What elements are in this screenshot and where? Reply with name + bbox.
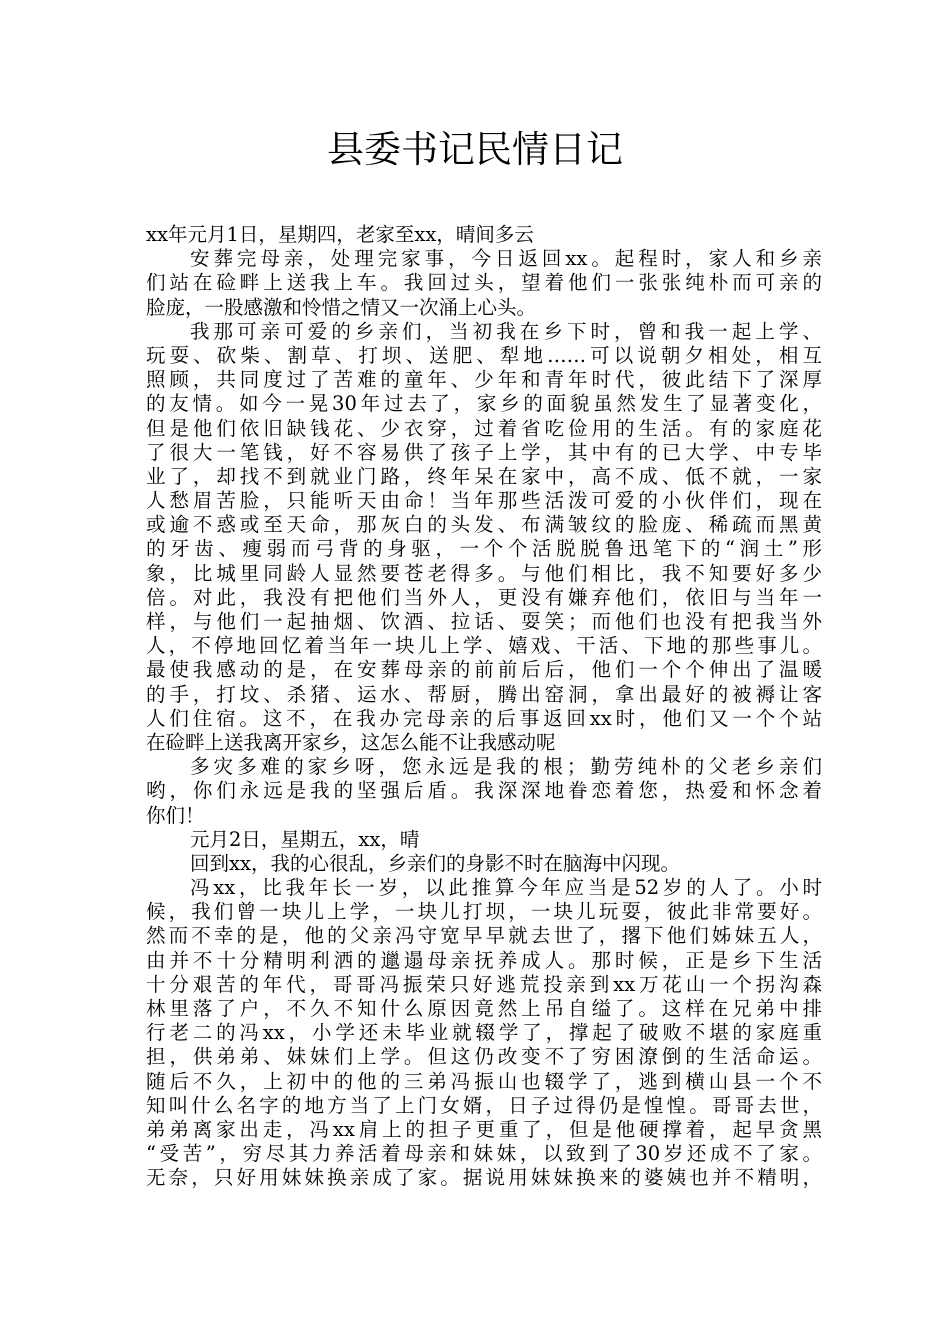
text-line: 哟，你们永远是我的坚强后盾。我深深地眷恋着您，热爱和怀念着 [146, 779, 822, 803]
text-line: 多灾多难的家乡呀，您永远是我的根；勤劳纯朴的父老乡亲们 [190, 755, 822, 779]
text-line: 的牙齿、瘦弱而弓背的身驱，一个个活脱脱鲁迅笔下的“润土”形 [146, 537, 822, 561]
text-line: 的手，打坟、杀猪、运水、帮厨，腾出窑洞，拿出最好的被褥让客 [146, 682, 822, 706]
text-line: 或逾不惑或至天命，那灰白的头发、布满皱纹的脸庞、稀疏而黑黄 [146, 513, 822, 537]
text-line: 们站在硷畔上送我上车。我回过头，望着他们一张张纯朴而可亲的 [146, 271, 822, 295]
text-line: 安葬完母亲，处理完家事，今日返回xx。起程时，家人和乡亲 [190, 247, 822, 271]
text-line: 知叫什么名字的地方当了上门女婿，日子过得仍是惶惶。哥哥去世， [146, 1093, 822, 1117]
text-line: 象，比城里同龄人显然要苍老得多。与他们相比，我不知要好多少 [146, 561, 822, 585]
text-line: 人，不停地回忆着当年一块儿上学、嬉戏、干活、下地的那些事儿。 [146, 634, 822, 658]
text-line: 人们住宿。这不，在我办完母亲的后事返回xx时，他们又一个个站 [146, 706, 822, 730]
text-line: 照顾，共同度过了苦难的童年、少年和青年时代，彼此结下了深厚 [146, 368, 822, 392]
document-title: 县委书记民情日记 [327, 128, 623, 171]
text-line: 在硷畔上送我离开家乡，这怎么能不让我感动呢 [146, 730, 556, 754]
text-line: 回到xx，我的心很乱，乡亲们的身影不时在脑海中闪现。 [190, 851, 680, 875]
text-line: 行老二的冯xx，小学还未毕业就辍学了，撑起了破败不堪的家庭重 [146, 1021, 822, 1045]
text-line: 倍。对此，我没有把他们当外人，更没有嫌弃他们，依旧与当年一 [146, 585, 822, 609]
text-line: 你们！ [146, 803, 205, 827]
text-line: 弟弟离家出走，冯xx肩上的担子更重了，但是他硬撑着，起早贪黑 [146, 1117, 822, 1141]
text-line: 十分艰苦的年代，哥哥冯振荣只好逃荒投亲到xx万花山一个拐沟森 [146, 972, 822, 996]
text-line: xx年元月1日，星期四，老家至xx，晴间多云 [146, 223, 534, 246]
text-line: 候，我们曾一块儿上学，一块儿打坝，一块儿玩耍，彼此非常要好。 [146, 900, 822, 924]
text-line: “受苦”，穷尽其力养活着母亲和妹妹，以致到了30岁还成不了家。 [146, 1142, 822, 1166]
text-line: 人愁眉苦脸，只能听天由命！当年那些活泼可爱的小伙伴们，现在 [146, 489, 822, 513]
text-line: 由并不十分精明利洒的邋遢母亲抚养成人。那时候，正是乡下生活 [146, 948, 822, 972]
document-body [146, 223, 822, 1191]
text-line: 元月2日，星期五，xx，晴 [190, 827, 420, 851]
text-line: 无奈，只好用妹妹换亲成了家。据说用妹妹换来的婆姨也并不精明， [146, 1166, 822, 1190]
text-line: 随后不久，上初中的他的三弟冯振山也辍学了，逃到横山县一个不 [146, 1069, 822, 1093]
text-line: 冯xx，比我年长一岁，以此推算今年应当是52岁的人了。小时 [190, 876, 822, 900]
text-line: 最使我感动的是，在安葬母亲的前前后后，他们一个个伸出了温暖 [146, 658, 822, 682]
text-line: 样，与他们一起抽烟、饮酒、拉话、耍笑；而他们也没有把我当外 [146, 610, 822, 633]
text-line: 的友情。如今一晃30年过去了，家乡的面貌虽然发生了显著变化， [146, 392, 822, 416]
text-line: 但是他们依旧缺钱花、少衣穿，过着省吃俭用的生活。有的家庭花 [146, 416, 822, 440]
text-line: 玩耍、砍柴、割草、打坝、送肥、犁地……可以说朝夕相处，相互 [146, 343, 822, 367]
text-line: 了很大一笔钱，好不容易供了孩子上学，其中有的已大学、中专毕 [146, 440, 822, 464]
text-line: 脸庞，一股感激和怜惜之情又一次涌上心头。 [146, 295, 537, 319]
text-line: 担，供弟弟、妹妹们上学。但这仍改变不了穷困潦倒的生活命运。 [146, 1045, 822, 1069]
text-line: 然而不幸的是，他的父亲冯守宽早早就去世了，撂下他们姊妹五人， [146, 924, 822, 948]
text-line: 业了，却找不到就业门路，终年呆在家中，高不成、低不就，一家 [146, 464, 822, 488]
text-line: 林里落了户，不久不知什么原因竟然上吊自缢了。这样在兄弟中排 [146, 997, 822, 1020]
text-line: 我那可亲可爱的乡亲们，当初我在乡下时，曾和我一起上学、 [190, 319, 822, 343]
